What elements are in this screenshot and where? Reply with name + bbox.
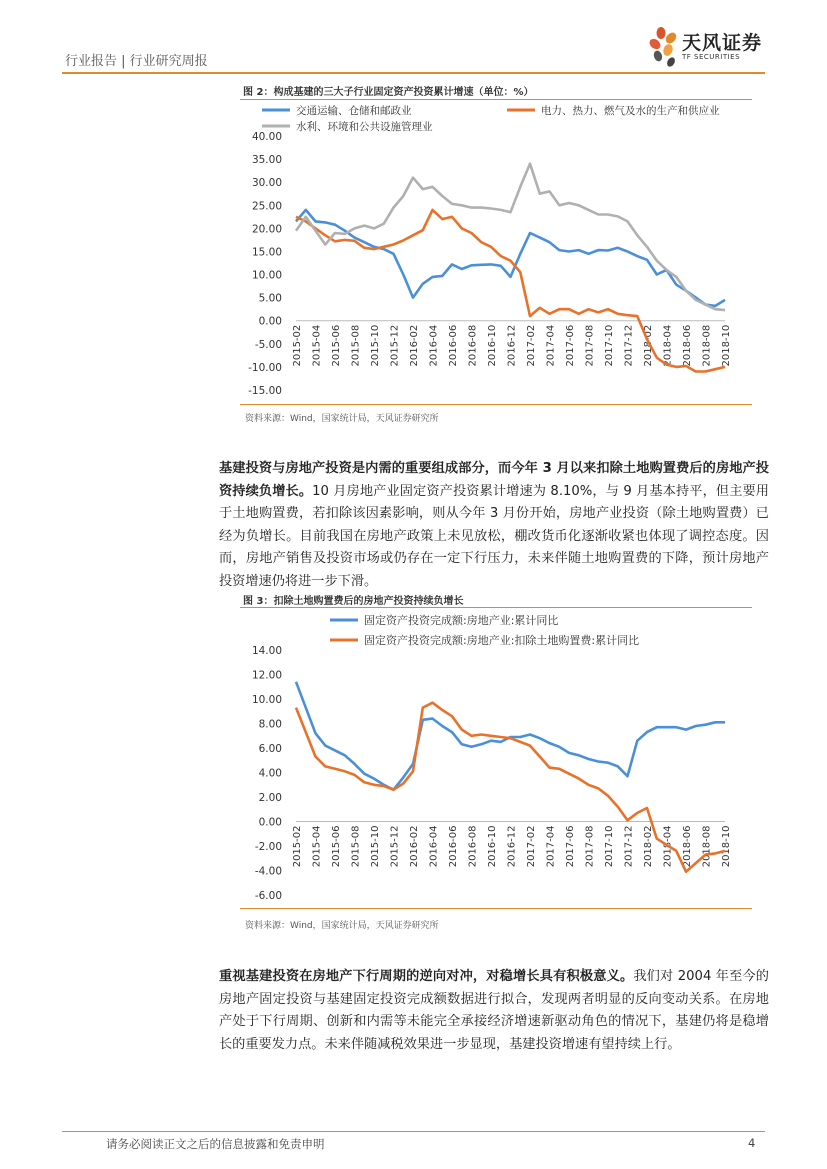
y-tick-label: 14.00 <box>251 645 282 657</box>
y-tick-label: -5.00 <box>254 338 282 351</box>
x-tick-label: 2015-12 <box>389 324 401 367</box>
y-tick-label: 30.00 <box>251 177 282 190</box>
footer-divider <box>62 1131 765 1132</box>
logo-text: 天风证券 <box>682 32 763 54</box>
chart-legend <box>262 104 720 133</box>
y-tick-label: -6.00 <box>254 890 282 902</box>
y-tick-label: 0.00 <box>258 816 282 829</box>
y-tick-label: 40.00 <box>251 131 282 143</box>
y-tick-label: -4.00 <box>254 865 282 878</box>
x-tick-label: 2015-04 <box>311 825 323 868</box>
x-tick-label: 2017-06 <box>565 324 576 367</box>
paragraph-1 <box>219 458 769 593</box>
report-header-label: 行业报告 | 行业研究周报 <box>65 54 208 69</box>
y-tick-label: 2.00 <box>258 792 282 804</box>
y-tick-label: 10.00 <box>251 694 282 706</box>
y-tick-label: -15.00 <box>248 385 282 397</box>
x-tick-label: 2017-02 <box>526 324 537 367</box>
header-divider <box>62 72 765 74</box>
y-tick-label: 0.00 <box>258 315 282 328</box>
x-tick-label: 2016-08 <box>467 825 479 868</box>
paragraph-1-text: 10 月房地产业固定资产投资累计增速为 8.10%，与 9 月基本持平，但主要用于土地购置费，若扣除该因素影响，则从今年 3 月份开始，房地产业投资（除土地购置费）已经为负增长。目前我国在房地产政策上未见放松，棚改货币化逐渐收紧也体现了调控态度。因而，房地产销售及投资市场或仍存在一定下行压力，未来伴随土地购置费的下降，预计房地产投资增速仍将进一步下滑。 <box>219 483 769 589</box>
x-tick-label: 2015-04 <box>311 324 323 367</box>
x-tick-label: 2018-06 <box>682 825 693 868</box>
y-tick-label: 8.00 <box>258 718 282 731</box>
chart-legend <box>330 613 639 647</box>
x-tick-label: 2016-02 <box>409 825 420 868</box>
figure3-title: 图 3：扣除土地购置费后的房地产投资持续负增长 <box>243 596 464 607</box>
legend-label-1: 固定资产投资完成额:房地产业:累计同比 <box>364 614 559 627</box>
x-tick-label: 2016-10 <box>487 324 498 367</box>
x-tick-label: 2016-06 <box>448 324 459 367</box>
x-tick-label: 2015-08 <box>350 324 362 367</box>
y-tick-label: 12.00 <box>251 669 282 682</box>
x-tick-label: 2015-12 <box>389 825 401 868</box>
y-tick-label: 25.00 <box>251 200 282 213</box>
x-tick-label: 2017-04 <box>545 825 557 868</box>
x-tick-label: 2018-10 <box>721 825 732 868</box>
paragraph-1-bold: 基建投资与房地产投资是内需的重要组成部分，而今年 3 月以来扣除土地购置费后的房地产投资持续负增长。 <box>219 461 769 499</box>
legend-label-2: 电力、热力、燃气及水的生产和供应业 <box>541 105 720 117</box>
y-tick-label: 6.00 <box>258 743 282 755</box>
x-tick-label: 2018-10 <box>721 324 732 367</box>
figure3-bottom-rule <box>240 908 752 909</box>
paragraph-2 <box>219 966 769 1056</box>
figure2-title: 图 2：构成基建的三大子行业固定资产投资累计增速（单位：%） <box>243 87 534 98</box>
paragraph-2-bold: 重视基建投资在房地产下行周期的逆向对冲，对稳增长具有积极意义。 <box>219 969 634 984</box>
x-tick-label: 2015-08 <box>350 825 362 868</box>
series-line-3 <box>296 164 725 310</box>
x-tick-label: 2016-12 <box>506 324 518 367</box>
x-tick-label: 2016-04 <box>428 324 440 367</box>
y-tick-label: 20.00 <box>251 223 282 236</box>
x-tick-label: 2015-02 <box>292 324 303 367</box>
x-tick-label: 2018-04 <box>662 324 674 367</box>
logo-petals-icon <box>648 24 682 72</box>
x-tick-label: 2018-02 <box>643 324 654 367</box>
x-tick-label: 2018-08 <box>701 324 713 367</box>
x-tick-label: 2017-10 <box>604 324 615 367</box>
series-line-1 <box>296 682 725 790</box>
x-tick-label: 2016-08 <box>467 324 479 367</box>
x-tick-label: 2017-02 <box>526 825 537 868</box>
x-tick-label: 2015-06 <box>331 324 342 367</box>
legend-label-2: 固定资产投资完成额:房地产业:扣除土地购置费:累计同比 <box>364 634 640 647</box>
y-tick-label: 10.00 <box>251 269 282 282</box>
x-tick-label: 2018-02 <box>643 825 654 868</box>
figure2-source: 资料来源：Wind，国家统计局，天风证券研究所 <box>245 414 439 424</box>
x-tick-label: 2017-08 <box>584 324 596 367</box>
figure3-chart <box>240 608 755 908</box>
company-logo <box>648 22 768 72</box>
x-tick-label: 2016-06 <box>448 825 459 868</box>
paragraph-2-text: 我们对 2004 年至今的房地产固定投资与基建固定投资完成额数据进行拟合，发现两者明显的反向变动关系。在房地产处于下行周期、创新和内需等未能完全承接经济增速新驱动角色的情况下，基建仍将是稳增长的重要发力点。未来伴随减税效果进一步显现，基建投资增速有望持续上行。 <box>219 969 769 1052</box>
x-tick-label: 2016-10 <box>487 825 498 868</box>
x-tick-label: 2016-02 <box>409 324 420 367</box>
x-tick-label: 2015-10 <box>370 324 381 367</box>
y-tick-label: 35.00 <box>251 154 282 167</box>
x-tick-label: 2017-04 <box>545 324 557 367</box>
x-tick-label: 2016-12 <box>506 825 518 868</box>
x-tick-label: 2018-08 <box>701 825 713 868</box>
x-tick-label: 2015-06 <box>331 825 342 868</box>
x-tick-label: 2017-12 <box>623 324 635 367</box>
y-tick-label: -2.00 <box>254 841 282 853</box>
x-tick-label: 2015-02 <box>292 825 303 868</box>
x-tick-label: 2017-12 <box>623 825 635 868</box>
footer-disclaimer: 请务必阅读正文之后的信息披露和免责申明 <box>106 1137 325 1151</box>
logo-english-text: TF SECURITIES <box>682 53 741 61</box>
page-number: 4 <box>748 1136 756 1150</box>
x-tick-label: 2018-04 <box>662 825 674 868</box>
y-tick-label: 5.00 <box>258 292 282 305</box>
x-tick-label: 2017-06 <box>565 825 576 868</box>
x-tick-label: 2017-08 <box>584 825 596 868</box>
legend-label-3: 水利、环境和公共设施管理业 <box>296 121 433 133</box>
y-tick-label: -10.00 <box>248 361 282 374</box>
x-tick-label: 2016-04 <box>428 825 440 868</box>
y-tick-label: 15.00 <box>251 246 282 259</box>
series-line-1 <box>296 210 725 306</box>
figure2-bottom-rule <box>240 404 752 405</box>
figure3-source: 资料来源：Wind，国家统计局，天风证券研究所 <box>245 921 439 931</box>
figure2-chart <box>240 100 755 405</box>
legend-label-1: 交通运输、仓储和邮政业 <box>296 105 412 117</box>
x-tick-label: 2018-06 <box>682 324 693 367</box>
x-tick-label: 2015-10 <box>370 825 381 868</box>
x-tick-label: 2017-10 <box>604 825 615 868</box>
y-tick-label: 4.00 <box>258 767 282 780</box>
